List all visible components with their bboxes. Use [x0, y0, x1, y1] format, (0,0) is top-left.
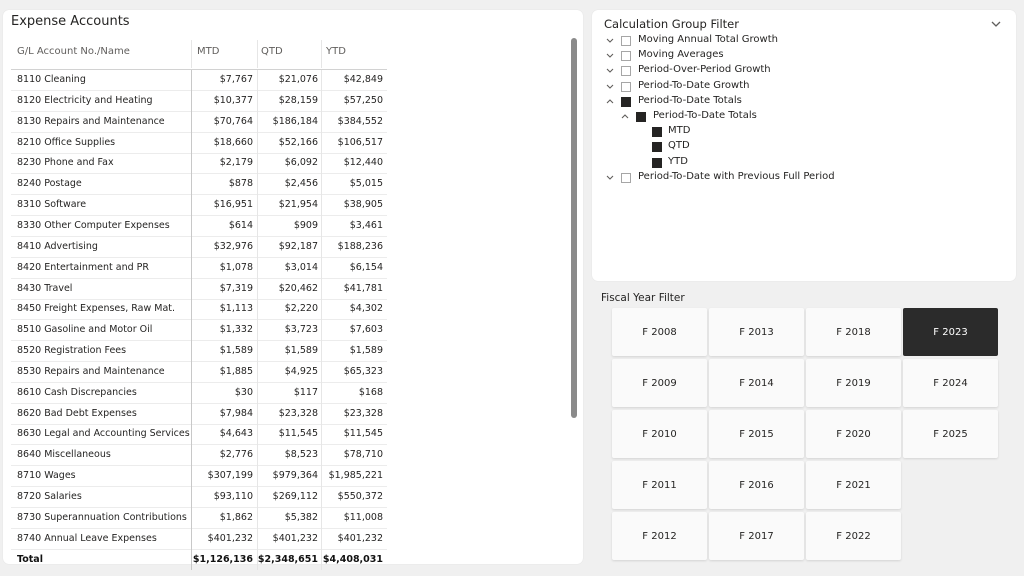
mtd-cell: $7,319 — [219, 282, 253, 294]
qtd-cell: $909 — [293, 219, 318, 231]
qtd-cell: $3,723 — [284, 324, 318, 336]
ytd-cell: $57,250 — [343, 94, 383, 106]
fiscal-year-button[interactable]: F 2017 — [709, 512, 804, 560]
qtd-cell: $2,220 — [284, 303, 318, 315]
table-row[interactable] — [11, 362, 387, 383]
mtd-cell: $1,589 — [219, 345, 253, 357]
calculation-group-filter-card — [592, 10, 1016, 281]
chevron-down-icon[interactable] — [605, 65, 615, 75]
total-row — [11, 550, 387, 571]
account-name-cell: 8430 Travel — [17, 282, 73, 294]
fiscal-year-button[interactable]: F 2022 — [806, 512, 901, 560]
chevron-up-icon[interactable] — [605, 96, 615, 106]
qtd-cell: $5,382 — [284, 511, 318, 523]
qtd-cell: $979,364 — [272, 470, 318, 482]
ytd-cell: $65,323 — [343, 365, 383, 377]
fiscal-year-button[interactable]: F 2010 — [612, 410, 707, 458]
mtd-cell: $1,078 — [219, 261, 253, 273]
qtd-cell: $1,589 — [284, 345, 318, 357]
filter-item-label: YTD — [668, 155, 688, 167]
account-name-cell: 8530 Repairs and Maintenance — [17, 365, 165, 377]
fiscal-year-button[interactable]: F 2008 — [612, 308, 707, 356]
ytd-cell: $188,236 — [337, 240, 383, 252]
account-name-cell: 8310 Software — [17, 199, 87, 211]
fiscal-year-button[interactable]: F 2013 — [709, 308, 804, 356]
ytd-cell: $78,710 — [343, 449, 383, 461]
mtd-cell: $4,643 — [219, 428, 253, 440]
fiscal-year-button[interactable]: F 2020 — [806, 410, 901, 458]
mtd-cell: $70,764 — [213, 115, 253, 127]
table-row[interactable] — [11, 383, 387, 404]
mtd-cell: $32,976 — [213, 240, 253, 252]
fiscal-year-button[interactable]: F 2014 — [709, 359, 804, 407]
fiscal-year-button[interactable]: F 2018 — [806, 308, 901, 356]
filter-checkbox[interactable] — [621, 173, 631, 183]
account-name-cell: 8620 Bad Debt Expenses — [17, 407, 137, 419]
ytd-cell: $550,372 — [337, 491, 383, 502]
filter-checkbox[interactable] — [621, 82, 631, 92]
fiscal-year-button[interactable]: F 2025 — [903, 410, 998, 458]
table-row[interactable] — [11, 466, 387, 487]
qtd-cell: $21,954 — [278, 199, 318, 211]
mtd-cell: $614 — [228, 219, 253, 231]
account-name-cell: 8130 Repairs and Maintenance — [17, 115, 165, 127]
total-qtd-cell: $2,348,651 — [257, 553, 318, 565]
account-name-cell: 8520 Registration Fees — [17, 345, 127, 357]
mtd-cell: $307,199 — [207, 470, 253, 482]
column-header-account[interactable]: G/L Account No./Name — [17, 46, 130, 57]
table-row[interactable] — [11, 174, 387, 195]
fiscal-year-button[interactable]: F 2019 — [806, 359, 901, 407]
ytd-cell: $5,015 — [349, 178, 383, 190]
fiscal-year-button[interactable]: F 2024 — [903, 359, 998, 407]
filter-item-label: Moving Annual Total Growth — [638, 34, 778, 45]
column-header-qtd[interactable]: QTD — [261, 46, 283, 57]
filter-checkbox[interactable] — [652, 142, 662, 152]
account-name-cell: 8630 Legal and Accounting Services — [17, 428, 190, 440]
filter-item-label: Moving Averages — [638, 49, 724, 61]
ytd-cell: $6,154 — [349, 261, 383, 273]
chevron-down-icon[interactable] — [990, 18, 1002, 30]
ytd-cell: $1,985,221 — [328, 470, 383, 482]
ytd-cell: $41,781 — [343, 282, 383, 294]
mtd-cell: $93,110 — [213, 491, 253, 502]
total-name-cell: Total — [17, 553, 43, 565]
chevron-down-icon[interactable] — [605, 172, 615, 182]
expense-accounts-title: Expense Accounts — [11, 14, 130, 29]
table-row[interactable] — [11, 133, 387, 154]
qtd-cell: $52,166 — [278, 136, 318, 148]
filter-item-label: Period-To-Date Growth — [638, 79, 750, 91]
table-row[interactable] — [11, 404, 387, 425]
qtd-cell: $20,462 — [278, 282, 318, 294]
qtd-cell: $117 — [293, 386, 318, 398]
mtd-cell: $1,113 — [219, 303, 253, 315]
column-divider — [321, 70, 322, 570]
filter-item-label: Period-Over-Period Growth — [638, 64, 771, 76]
filter-checkbox[interactable] — [652, 158, 662, 168]
qtd-cell: $3,014 — [284, 261, 318, 273]
fiscal-year-button[interactable]: F 2009 — [612, 359, 707, 407]
qtd-cell: $21,076 — [278, 74, 318, 85]
table-row[interactable] — [11, 70, 387, 91]
mtd-cell: $878 — [228, 178, 253, 190]
account-name-cell: 8610 Cash Discrepancies — [17, 386, 137, 398]
account-name-cell: 8410 Advertising — [17, 240, 98, 252]
account-name-cell: 8330 Other Computer Expenses — [17, 219, 170, 231]
mtd-cell: $2,776 — [219, 449, 253, 461]
fiscal-year-filter-title: Fiscal Year Filter — [601, 292, 685, 304]
qtd-cell: $4,925 — [284, 365, 318, 377]
qtd-cell: $8,523 — [284, 449, 318, 461]
account-name-cell: 8640 Miscellaneous — [17, 449, 111, 461]
filter-item-label: MTD — [668, 125, 691, 137]
filter-checkbox[interactable] — [621, 66, 631, 76]
expense-accounts-card — [3, 10, 583, 564]
mtd-cell: $18,660 — [213, 136, 253, 148]
account-name-cell: 8730 Superannuation Contributions — [17, 511, 187, 523]
filter-item-label: Period-To-Date Totals — [653, 110, 757, 121]
account-name-cell: 8720 Salaries — [17, 491, 82, 502]
mtd-cell: $1,862 — [219, 511, 253, 523]
fiscal-year-button[interactable]: F 2016 — [709, 461, 804, 509]
mtd-cell: $7,984 — [219, 407, 253, 419]
ytd-cell: $11,008 — [343, 511, 383, 523]
mtd-cell: $401,232 — [207, 532, 253, 544]
column-divider — [191, 70, 192, 570]
table-row[interactable] — [11, 153, 387, 174]
ytd-cell: $168 — [358, 386, 383, 398]
fiscal-year-button[interactable]: F 2012 — [612, 512, 707, 560]
column-header-ytd[interactable]: YTD — [326, 46, 346, 57]
ytd-cell: $4,302 — [349, 303, 383, 315]
fiscal-year-button[interactable]: F 2011 — [612, 461, 707, 509]
filter-checkbox[interactable] — [652, 127, 662, 137]
table-row[interactable] — [11, 320, 387, 341]
ytd-cell: $106,517 — [337, 136, 383, 148]
filter-checkbox[interactable] — [621, 36, 631, 46]
table-row[interactable] — [11, 279, 387, 300]
header-divider — [321, 40, 322, 68]
account-name-cell: 8420 Entertainment and PR — [17, 261, 149, 273]
chevron-down-icon[interactable] — [605, 35, 615, 45]
ytd-cell: $384,552 — [337, 115, 383, 127]
fiscal-year-button[interactable]: F 2023 — [903, 308, 998, 356]
account-name-cell: 8510 Gasoline and Motor Oil — [17, 324, 153, 336]
qtd-cell: $6,092 — [284, 157, 318, 169]
header-divider — [257, 40, 258, 68]
mtd-cell: $1,332 — [219, 324, 253, 336]
qtd-cell: $11,545 — [278, 428, 318, 440]
column-divider — [257, 70, 258, 570]
ytd-cell: $42,849 — [343, 74, 383, 85]
table-row[interactable] — [11, 341, 387, 362]
mtd-cell: $2,179 — [219, 157, 253, 169]
table-row[interactable] — [11, 529, 387, 550]
chevron-down-icon[interactable] — [605, 50, 615, 60]
ytd-cell: $401,232 — [337, 532, 383, 544]
column-header-mtd[interactable]: MTD — [197, 46, 220, 57]
qtd-cell: $92,187 — [278, 240, 318, 252]
total-mtd-cell: $1,126,136 — [192, 553, 253, 565]
total-ytd-cell: $4,408,031 — [322, 553, 383, 565]
chevron-down-icon[interactable] — [605, 81, 615, 91]
ytd-cell: $12,440 — [343, 157, 383, 169]
filter-item-label: Period-To-Date Totals — [638, 94, 742, 106]
chevron-up-icon[interactable] — [620, 111, 630, 121]
mtd-cell: $1,885 — [219, 365, 253, 377]
qtd-cell: $23,328 — [278, 407, 318, 419]
mtd-cell: $30 — [234, 386, 253, 398]
fiscal-year-button[interactable]: F 2021 — [806, 461, 901, 509]
table-row[interactable] — [11, 445, 387, 466]
account-name-cell: 8210 Office Supplies — [17, 136, 116, 148]
table-row[interactable] — [11, 508, 387, 529]
fiscal-year-button[interactable]: F 2015 — [709, 410, 804, 458]
filter-checkbox[interactable] — [621, 51, 631, 61]
qtd-cell: $186,184 — [272, 115, 318, 127]
table-row[interactable] — [11, 91, 387, 112]
mtd-cell: $7,767 — [219, 74, 253, 85]
account-name-cell: 8120 Electricity and Heating — [17, 94, 153, 106]
account-name-cell: 8740 Annual Leave Expenses — [17, 532, 157, 544]
ytd-cell: $11,545 — [343, 428, 383, 440]
table-row[interactable] — [11, 216, 387, 237]
account-name-cell: 8230 Phone and Fax — [17, 157, 114, 169]
filter-checkbox[interactable] — [621, 97, 631, 107]
table-row[interactable] — [11, 195, 387, 216]
qtd-cell: $2,456 — [284, 178, 318, 190]
mtd-cell: $10,377 — [213, 94, 253, 106]
mtd-cell: $16,951 — [213, 199, 253, 211]
filter-item-label: QTD — [668, 140, 690, 152]
qtd-cell: $28,159 — [278, 94, 318, 106]
header-divider — [191, 40, 192, 68]
account-name-cell: 8450 Freight Expenses, Raw Mat. — [17, 303, 176, 315]
account-name-cell: 8110 Cleaning — [17, 74, 86, 85]
ytd-cell: $7,603 — [349, 324, 383, 336]
calculation-group-filter-title: Calculation Group Filter — [604, 17, 739, 31]
filter-checkbox[interactable] — [636, 112, 646, 122]
table-row[interactable] — [11, 258, 387, 279]
filter-item-label: Period-To-Date with Previous Full Period — [638, 170, 835, 182]
account-name-cell: 8240 Postage — [17, 178, 82, 190]
table-scrollbar[interactable] — [571, 38, 577, 418]
account-name-cell: 8710 Wages — [17, 470, 76, 482]
table-row[interactable] — [11, 424, 387, 445]
ytd-cell: $38,905 — [343, 199, 383, 211]
qtd-cell: $269,112 — [272, 491, 318, 502]
table-row[interactable] — [11, 487, 387, 508]
ytd-cell: $23,328 — [343, 407, 383, 419]
table-header — [11, 38, 387, 70]
table-row[interactable] — [11, 112, 387, 133]
ytd-cell: $3,461 — [349, 219, 383, 231]
ytd-cell: $1,589 — [349, 345, 383, 357]
table-row[interactable] — [11, 237, 387, 258]
table-row[interactable] — [11, 299, 387, 320]
qtd-cell: $401,232 — [272, 532, 318, 544]
